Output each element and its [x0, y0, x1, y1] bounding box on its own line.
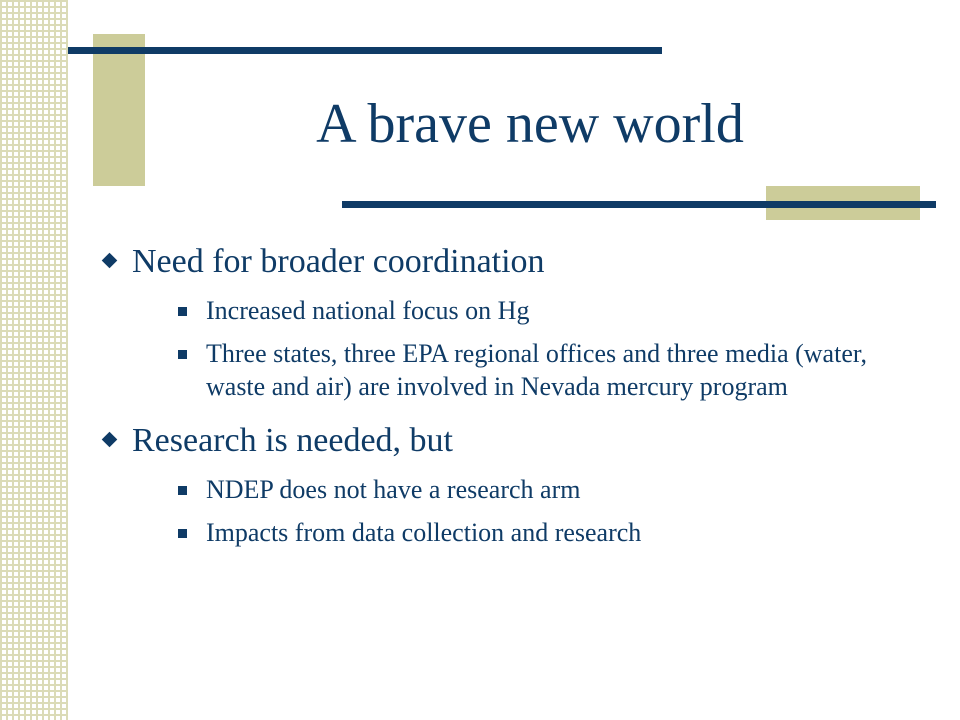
- bullet-level1: [100, 236, 880, 403]
- sub-bullet-text: Three states, three EPA regional offices and three media (water, waste and air) are involved in Nevada mercury program: [206, 339, 867, 401]
- bullet-level2: [132, 337, 880, 403]
- bullet-level1: [100, 415, 880, 549]
- bullet-text: Research is needed, but: [132, 422, 453, 459]
- slide-title: A brave new world: [316, 93, 744, 155]
- sub-bullet-text: Increased national focus on Hg: [206, 296, 530, 325]
- bottom-accent-line: [342, 201, 936, 208]
- square-bullet-icon: [178, 307, 187, 316]
- square-bullet-icon: [178, 350, 187, 359]
- slide-content: [100, 236, 880, 561]
- top-left-accent-block: [93, 34, 145, 186]
- square-bullet-icon: [178, 486, 187, 495]
- sub-bullet-text: Impacts from data collection and research: [206, 518, 642, 547]
- square-bullet-icon: [178, 529, 187, 538]
- sub-bullet-list: [132, 473, 880, 549]
- bullet-level2: [132, 294, 880, 327]
- bullet-level2: [132, 473, 880, 506]
- diamond-bullet-icon: [102, 432, 118, 448]
- sub-bullet-text: NDEP does not have a research arm: [206, 475, 581, 504]
- bullet-text: Need for broader coordination: [132, 243, 545, 280]
- top-accent-line: [68, 47, 662, 54]
- left-pattern-decoration: [0, 0, 68, 720]
- bullet-level2: [132, 516, 880, 549]
- sub-bullet-list: [132, 294, 880, 403]
- diamond-bullet-icon: [102, 253, 118, 269]
